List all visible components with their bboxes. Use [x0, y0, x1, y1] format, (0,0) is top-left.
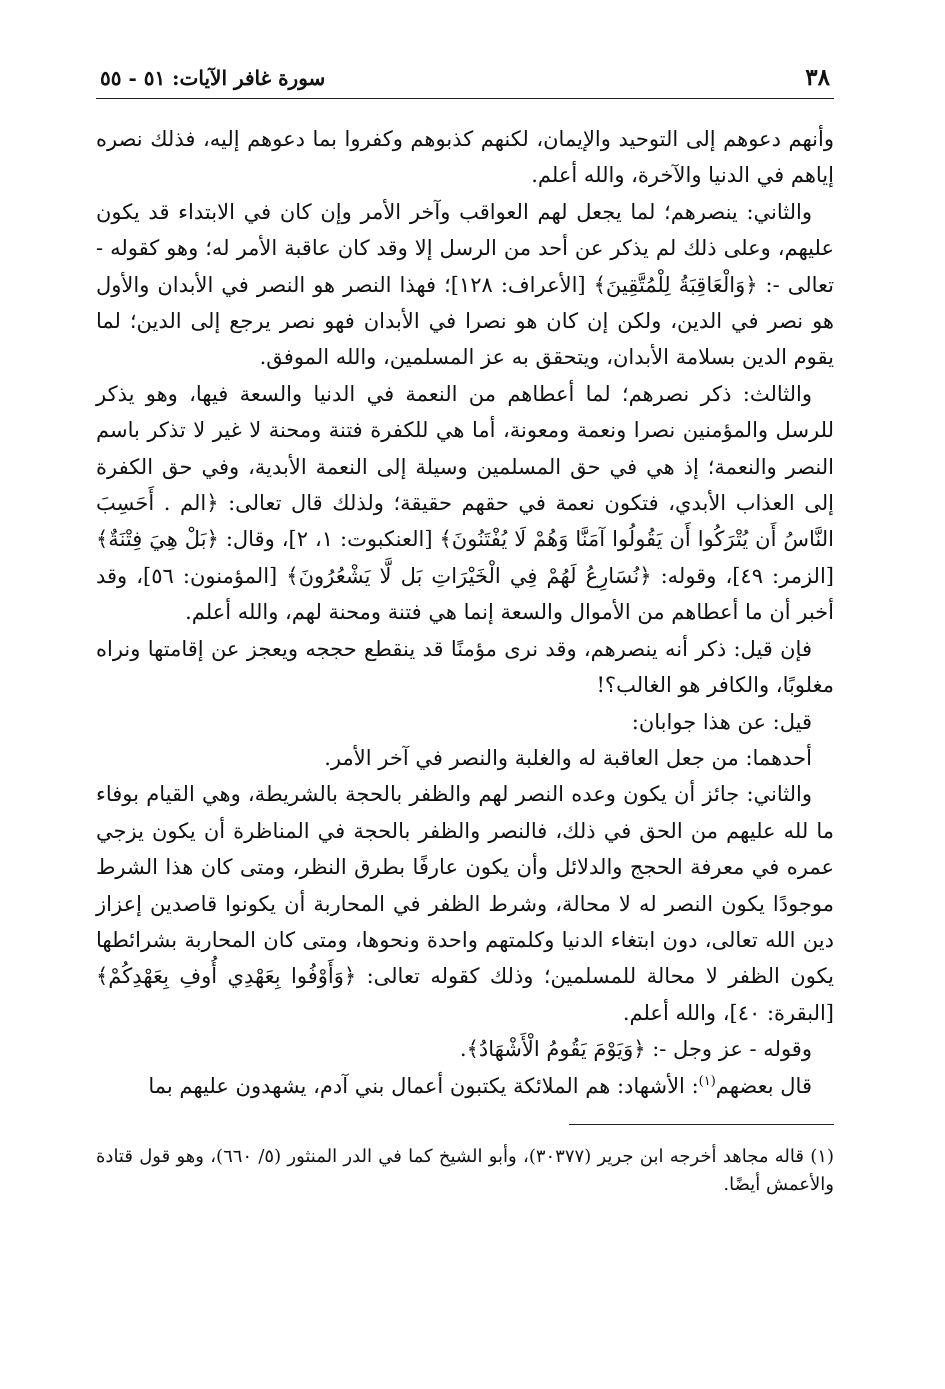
paragraph: وأنهم دعوهم إلى التوحيد والإيمان، لكنهم كذبوهم وكفروا بما دعوهم إليه، فذلك نصره إياهم في الدنيا والآخرة، والله أعلم.: [96, 127, 834, 188]
paragraph: قيل: عن هذا جوابان:: [631, 709, 812, 734]
page-header: [96, 58, 834, 99]
book-page: [96, 58, 834, 1217]
footnote: (١) قاله مجاهد أخرجه ابن جرير (٣٠٣٧٧)، وأبو الشيخ كما في الدر المنثور (٥/ ٦٦٠)، وهو قول قتادة والأعمش أيضًا.: [96, 1145, 834, 1195]
body-text: [96, 121, 834, 1104]
paragraph: فإن قيل: ذكر أنه ينصرهم، وقد نرى مؤمنًا قد ينقطع حججه ويعجز عن إقامتها ونراه مغلوبًا، والكافر هو الغالب؟!: [96, 636, 834, 698]
paragraph-text: : الأشهاد: هم الملائكة يكتبون أعمال بني آدم، يشهدون عليهم بما: [148, 1073, 699, 1098]
paragraph-text: قال بعضهم: [715, 1073, 812, 1098]
footnote-separator: [569, 1124, 834, 1125]
paragraph: والثاني: ينصرهم؛ لما يجعل لهم العواقب وآخر الأمر وإن كان في الابتداء قد يكون عليهم، وعلى ذلك لم يذكر عن أحد من الرسل إلا وقد كان عاقبة الأمر له؛ وهو كقوله - تعالى -: ﴿وَالْعَاقِبَةُ لِلْمُتَّقِينَ﴾ [الأعراف: ١٢٨]؛ فهذا النصر هو النصر في الأبدان والأول هو نصر في الدين، ولكن إن كان هو نصرا في الأبدان فهو نصر يرجع إلى الدين؛ لما يقوم الدين بسلامة الأبدان، ويتحقق به عز المسلمين، والله الموفق.: [96, 199, 835, 370]
paragraph: [96, 1068, 834, 1104]
paragraph: والثالث: ذكر نصرهم؛ لما أعطاهم من النعمة في الدنيا والسعة فيها، وهو يذكر للرسل والمؤمنين نصرا ونعمة ومعونة، أما هي للكفرة فتنة ومحنة لا غير لا تذكر باسم النصر والنعمة؛ إذ هي في حق المسلمين وسيلة إلى النعمة الأبدية، وفي حق الكفرة إلى العذاب الأبدي، فتكون نعمة في حقهم حقيقة؛ ولذلك قال تعالى: ﴿الم . أَحَسِبَ النَّاسُ أَن يُتْرَكُوا أَن يَقُولُوا آمَنَّا وَهُمْ لَا يُفْتَنُونَ﴾ [العنكبوت: ١، ٢]، وقال: ﴿بَلْ هِيَ فِتْنَةٌ﴾ [الزمر: ٤٩]، وقوله: ﴿نُسَارِعُ لَهُمْ فِي الْخَيْرَاتِ بَل لَّا يَشْعُرُونَ﴾ [المؤمنون: ٥٦]، وقد أخبر أن ما أعطاهم من الأموال والسعة إنما هي فتنة ومحنة لهم، والله أعلم.: [96, 381, 834, 625]
paragraph: والثاني: جائز أن يكون وعده النصر لهم والظفر بالحجة بالشريطة، وهي القيام بوفاء ما لله عليهم من الحق في ذلك، فالنصر والظفر بالحجة في المناظرة أن يكون يزجي عمره في معرفة الحجج والدلائل وأن يكون عارفًا بطرق النظر، ومتى كان هذا الشرط موجودًا يكون النصر له لا محالة، وشرط الظفر في المحاربة أن يكونوا قاصدين إعزاز دين الله تعالى، دون ابتغاء الدنيا وكلمتهم واحدة ونحوها، ومتى كان المحاربة بشرائطها يكون الظفر لا محالة للمسلمين؛ وذلك كقوله تعالى: ﴿وَأَوْفُوا بِعَهْدِي أُوفِ بِعَهْدِكُمْ﴾ [البقرة: ٤٠]، والله أعلم.: [96, 782, 834, 1025]
footnote-reference: (١): [698, 1073, 716, 1089]
paragraph: أحدهما: من جعل العاقبة له والغلبة والنصر في آخر الأمر.: [324, 745, 812, 770]
page-number: ٣٨: [805, 64, 830, 91]
paragraph: وقوله - عز وجل -: ﴿وَيَوْمَ يَقُومُ الْأَشْهَادُ﴾.: [459, 1037, 812, 1062]
running-title: سورة غافر الآيات: ٥١ - ٥٥: [100, 66, 326, 90]
